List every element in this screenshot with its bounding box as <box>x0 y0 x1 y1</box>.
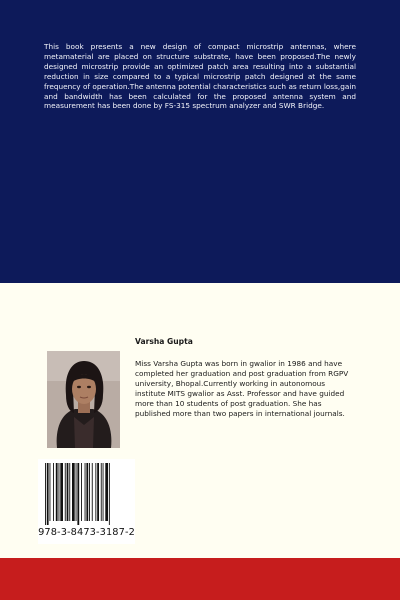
barcode-bar <box>89 463 90 521</box>
barcode-bar <box>47 463 49 525</box>
barcode-bar <box>77 463 79 525</box>
author-name: Varsha Gupta <box>135 337 193 346</box>
barcode <box>38 459 135 544</box>
barcode-bar <box>85 463 86 521</box>
back-cover-top-panel <box>0 0 400 283</box>
barcode-bar <box>92 463 93 521</box>
barcode-bar <box>109 463 110 525</box>
barcode-bar <box>45 463 46 525</box>
barcode-bar <box>67 463 69 521</box>
barcode-bar <box>59 463 60 521</box>
author-photo <box>47 351 120 448</box>
barcode-bar <box>76 463 77 521</box>
barcode-bar <box>95 463 96 521</box>
barcode-bar <box>50 463 51 521</box>
book-description: This book presents a new design of compact microstrip antennas, where metamaterial are placed on structure substrate, have been proposed.The newly designed microstrip provide an optimized patch area resulting into a substantial reduction in size compared to a typical microstrip patch designed at the same frequency of operation.The antenna potential characteristics such as return loss,gain and bandwidth has been calculated for the proposed antenna system and measurement has been done by FS-315 spectrum analyzer and SWR Bridge. <box>44 42 356 111</box>
barcode-bar <box>53 463 54 521</box>
author-biography: Miss Varsha Gupta was born in gwalior in 1986 and have completed her graduation and post graduation from RGPV university, Bhopal.Currently working in autonomous institute MITS gwalior as Asst. Professor and have guided more than 10 students of post graduation. She has published more than two papers in international journals. <box>135 359 349 418</box>
bottom-color-band <box>0 558 400 600</box>
barcode-bar <box>60 463 63 521</box>
barcode-bar <box>81 463 82 521</box>
barcode-bar <box>105 463 108 521</box>
barcode-bar <box>65 463 66 521</box>
barcode-bar <box>103 463 104 521</box>
barcode-bar <box>86 463 88 521</box>
isbn-number: 978-3-8473-3187-2 <box>38 527 135 538</box>
barcode-bar <box>97 463 99 521</box>
barcode-bar <box>69 463 70 521</box>
barcode-bar <box>101 463 102 521</box>
barcode-bar <box>56 463 58 521</box>
barcode-bar <box>72 463 75 521</box>
barcode-bars <box>44 463 129 525</box>
